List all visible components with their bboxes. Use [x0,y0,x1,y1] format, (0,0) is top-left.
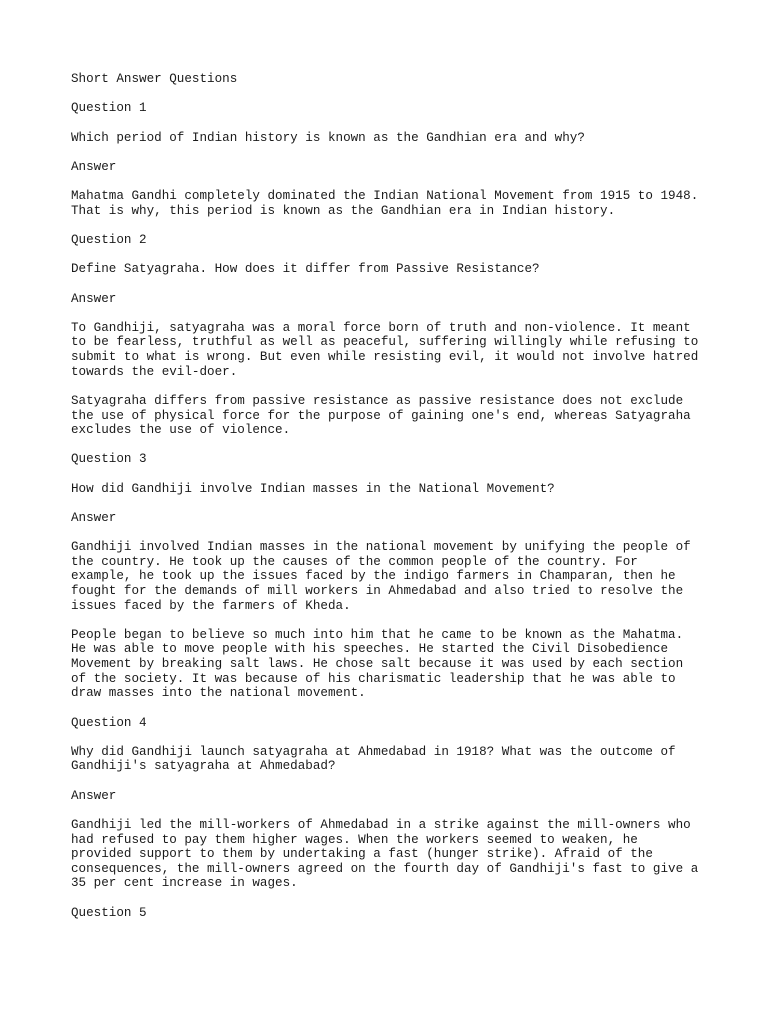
question-label: Question 5 [71,905,147,920]
answer-line: submit to what is wrong. But even while resisting evil, it would not involve hatred [71,350,699,365]
question-label: Question 1 [71,101,147,116]
answer-line: Satyagraha differs from passive resistance as passive resistance does not exclude [71,393,684,408]
answer-line: towards the evil-doer. [71,364,238,379]
question-line: How did Gandhiji involve Indian masses in the National Movement? [71,481,555,496]
question-text [71,131,711,146]
answer-line: draw masses into the national movement. [71,686,366,701]
answer-line: example, he took up the issues faced by the indigo farmers in Champaran, then he [71,569,676,584]
question-text [71,262,711,277]
answer-paragraph [71,189,711,218]
answer-line: provided support to them by undertaking a fast (hunger strike). Afraid of the [71,847,653,862]
answer-line: issues faced by the farmers of Kheda. [71,598,351,613]
answer-paragraph [71,818,711,891]
answer-line: of the society. It was because of his charismatic leadership that he was able to [71,671,676,686]
answer-label: Answer [71,159,117,174]
document-page [71,72,711,935]
answer-paragraph [71,321,711,379]
answer-line: Gandhiji led the mill-workers of Ahmedabad in a strike against the mill-owners who [71,817,691,832]
answer-line: People began to believe so much into him that he came to be known as the Mahatma. [71,627,684,642]
question-label: Question 2 [71,233,147,247]
answer-line: He was able to move people with his speeches. He started the Civil Disobedience [71,642,669,657]
answer-line: excludes the use of violence. [71,423,291,438]
question-line: Gandhiji's satyagraha at Ahmedabad? [71,759,336,774]
answer-line: the country. He took up the causes of the common people of the country. For [71,554,638,569]
answer-line: To Gandhiji, satyagraha was a moral force born of truth and non-violence. It meant [71,320,691,335]
answer-paragraph [71,628,711,701]
question-text [71,482,711,497]
answer-line: Movement by breaking salt laws. He chose salt because it was used by each section [71,657,684,672]
question-label: Question 4 [71,715,147,730]
answer-label: Answer [71,291,117,306]
question-line: Why did Gandhiji launch satyagraha at Ahmedabad in 1918? What was the outcome of [71,744,676,759]
answer-label: Answer [71,510,117,525]
answer-line: the use of physical force for the purpose of gaining one's end, whereas Satyagraha [71,408,691,423]
answer-paragraph [71,394,711,438]
question-text [71,745,711,774]
qa-sections [71,101,711,920]
answer-line: fought for the demands of mill workers in Ahmedabad and also tried to resolve the [71,584,684,598]
answer-line: Mahatma Gandhi completely dominated the Indian National Movement from 1915 to 1948. [71,189,699,204]
document-heading: Short Answer Questions [71,72,238,86]
answer-line: 35 per cent increase in wages. [71,876,298,891]
answer-line: That is why, this period is known as the Gandhian era in Indian history. [71,203,616,218]
answer-paragraph [71,540,711,613]
answer-line: had refused to pay them higher wages. When the workers seemed to weaken, he [71,832,638,847]
answer-line: to be fearless, truthful as well as peaceful, suffering willingly while refusing to [71,335,699,350]
answer-label: Answer [71,788,117,803]
question-label: Question 3 [71,452,147,467]
question-line: Define Satyagraha. How does it differ from Passive Resistance? [71,262,540,277]
question-line: Which period of Indian history is known as the Gandhian era and why? [71,130,585,145]
answer-line: consequences, the mill-owners agreed on the fourth day of Gandhiji's fast to give a [71,861,699,876]
answer-line: Gandhiji involved Indian masses in the national movement by unifying the people of [71,540,691,555]
